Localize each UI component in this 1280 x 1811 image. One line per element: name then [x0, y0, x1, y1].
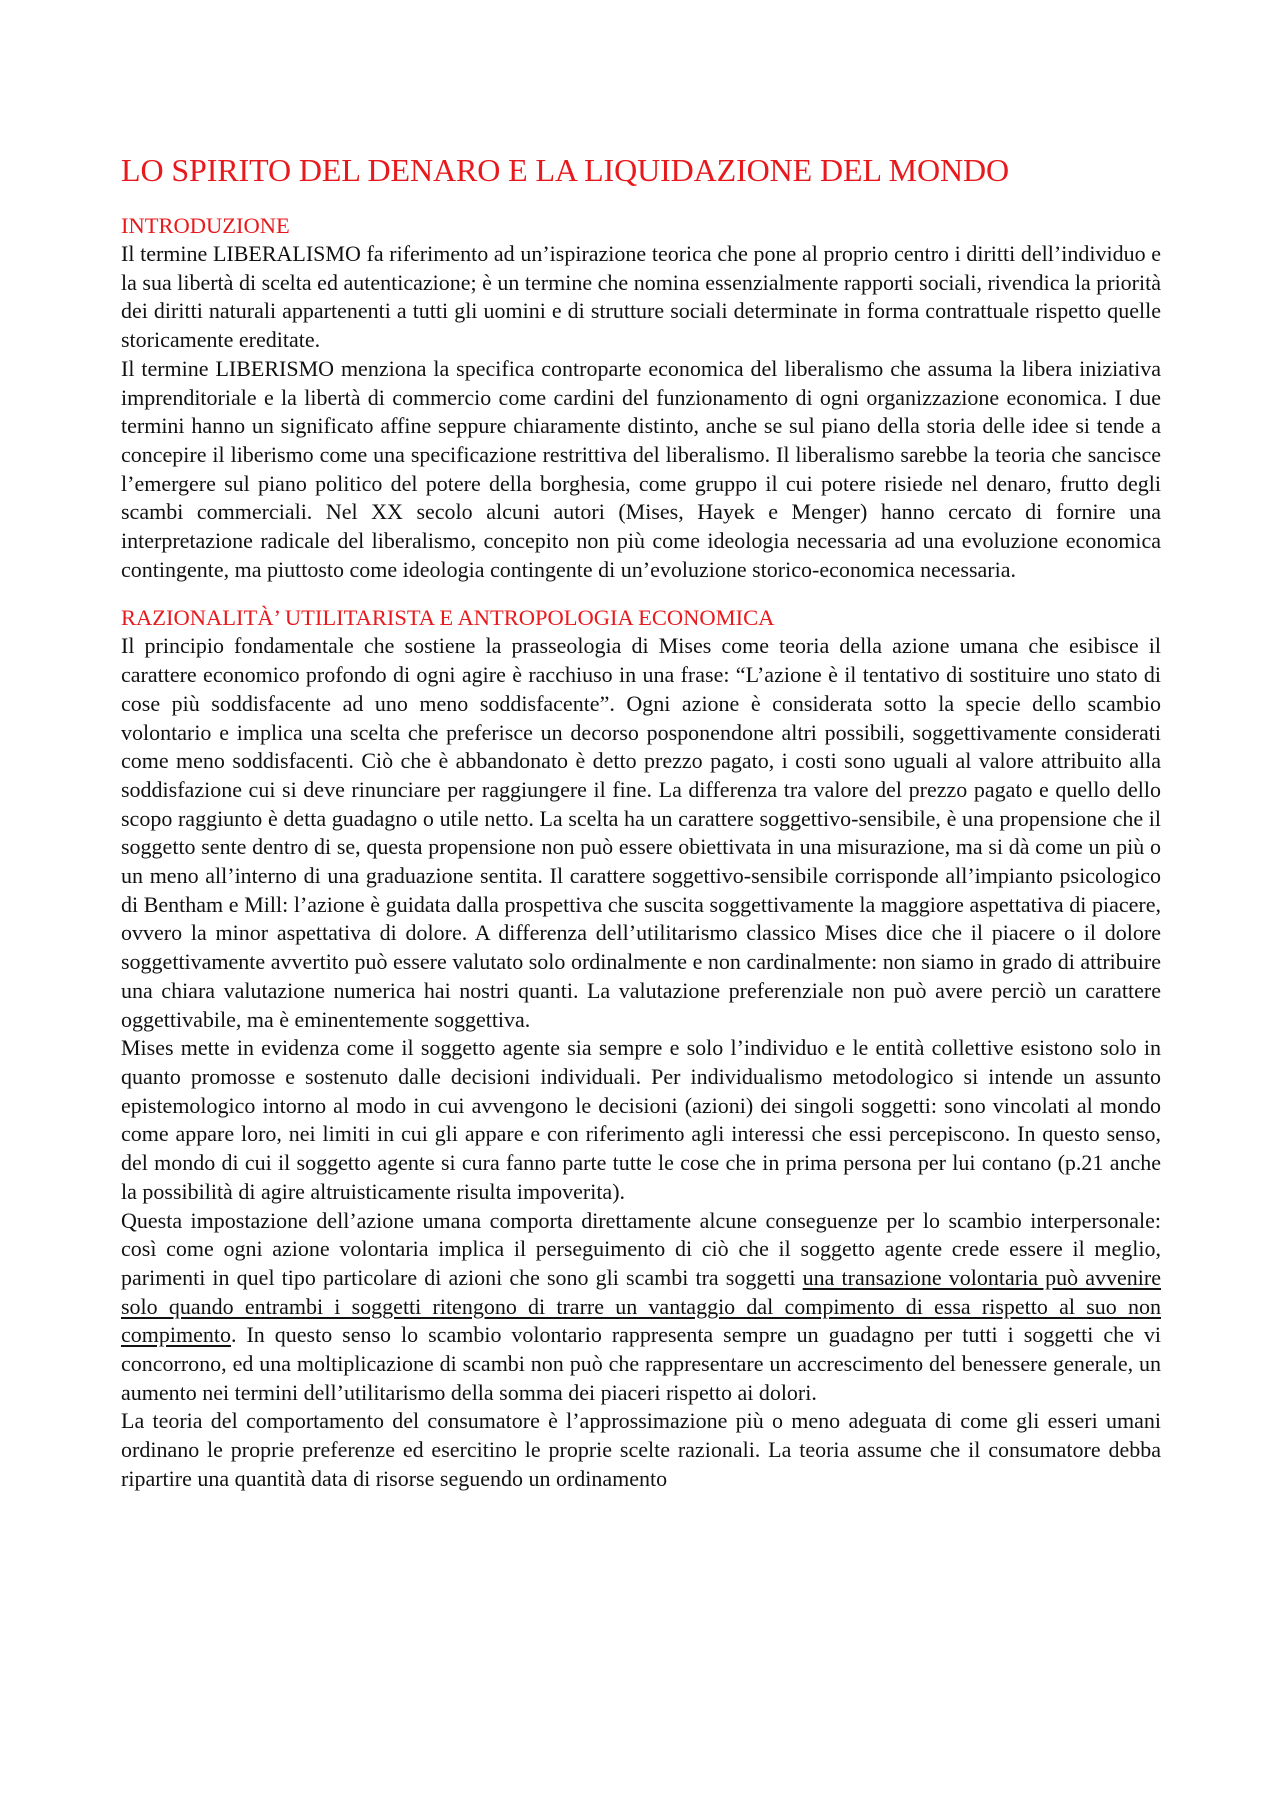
section-heading-introduzione: INTRODUZIONE — [121, 213, 290, 238]
paragraph-consumatore: La teoria del comportamento del consumatore è l’approssimazione più o meno adeguata di come gli esseri umani ordinano le proprie preferenze ed esercitino le proprie scelte razionali. La teoria assume che il consumatore debba ripartire una quantità data di risorse seguendo un ordinamento — [121, 1408, 1161, 1491]
paragraph-liberismo: Il termine LIBERISMO menziona la specifica controparte economica del liberalismo che assuma la libera iniziativa imprenditoriale e la libertà di commercio come cardini del funzionamento di ogni organizzazione economica. I due termini hanno un significato affine seppure chiaramente distinto, anche se sul piano della storia delle idee si tende a concepire il liberismo come una specificazione restrittiva del liberalismo. Il liberalismo sarebbe la teoria che sancisce l’emergere sul piano politico del potere della borghesia, come gruppo il cui potere risiede nel denaro, frutto degli scambi commerciali. Nel XX secolo alcuni autori (Mises, Hayek e Menger) hanno cercato di fornire una interpretazione radicale del liberalismo, concepito non più come ideologia necessaria ad una evoluzione economica contingente, ma piuttosto come ideologia contingente di un’evoluzione storico-economica necessaria. — [121, 355, 1161, 582]
section-heading-razionalita: RAZIONALITÀ’ UTILITARISTA E ANTROPOLOGIA ECONOMICA — [121, 605, 775, 631]
scambio-text-after: . In questo senso lo scambio volontario rappresenta sempre un guadagno per tutti i soggetti che vi concorrono, ed una moltiplicazione di scambi non può che rappresentare un accrescimento del benessere generale, un aumento nei termini dell’utilitarismo della somma dei piaceri rispetto ai dolori. — [121, 1322, 1161, 1405]
document-page — [121, 150, 1161, 1494]
document-title: LO SPIRITO DEL DENARO E LA LIQUIDAZIONE DEL MONDO — [121, 152, 1010, 188]
scambio-text-before: Questa impostazione dell’azione umana comporta direttamente alcune conseguenze per lo scambio interpersonale: così come ogni azione volontaria implica il perseguimento di ciò che il soggetto agente crede essere il meglio, parimenti in quel tipo particolare di azioni che sono gli scambi tra soggetti — [121, 1207, 1161, 1290]
paragraph-scambio — [121, 1207, 1161, 1408]
paragraph-prasseologia: Il principio fondamentale che sostiene la prasseologia di Mises come teoria della azione umana che esibisce il carattere economico profondo di ogni agire è racchiuso in una frase: “L’azione è il tentativo di sostituire uno stato di cose più soddisfacente ad uno meno soddisfacente”. Ogni azione è considerata sotto la specie dello scambio volontario e implica una scelta che preferisce un decorso posponendone altri possibili, soggettivamente considerati come meno soddisfacenti. Ciò che è abbandonato è detto prezzo pagato, i costi sono uguali al valore attribuito alla soddisfazione cui si deve rinunciare per raggiungere il fine. La differenza tra valore del prezzo pagato e quello dello scopo raggiunto è detta guadagno o utile netto. La scelta ha un carattere soggettivo-sensibile, è una propensione che il soggetto sente dentro di se, questa propensione non può essere obiettivata in una misurazione, ma si dà come un più o un meno all’interno di una graduazione sentita. Il carattere soggettivo-sensibile corrisponde all’impianto psicologico di Bentham e Mill: l’azione è guidata dalla prospettiva che suscita soggettivamente la maggiore aspettativa di piacere, ovvero la minor aspettativa di dolore. A differenza dell’utilitarismo classico Mises dice che il piacere o il dolore soggettivamente avvertito può essere valutato solo ordinalmente e non cardinalmente: non siamo in grado di attribuire una chiara valutazione numerica hai nostri quanti. La valutazione preferenziale non può avere perciò un carattere oggettivabile, ma è eminentemente soggettiva. — [121, 633, 1161, 1032]
paragraph-individualismo: Mises mette in evidenza come il soggetto agente sia sempre e solo l’individuo e le entità collettive esistono solo in quanto promosse e sostenuto dalle decisioni individuali. Per individualismo metodologico si intende un assunto epistemologico intorno al modo in cui avvengono le decisioni (azioni) dei singoli soggetti: sono vincolati al mondo come appare loro, nei limiti in cui gli appare e con riferimento agli interessi che essi percepiscono. In questo senso, del mondo di cui il soggetto agente si cura fanno parte tutte le cose che in prima persona per lui contano (p.21 anche la possibilità di agire altruisticamente risulta impoverita). — [121, 1035, 1161, 1204]
paragraph-liberalismo: Il termine LIBERALISMO fa riferimento ad un’ispirazione teorica che pone al proprio centro i diritti dell’individuo e la sua libertà di scelta ed autenticazione; è un termine che nomina essenzialmente rapporti sociali, rivendica la priorità dei diritti naturali appartenenti a tutti gli uomini e di strutture sociali determinate in forma contrattuale rispetto quelle storicamente ereditate. — [121, 241, 1161, 353]
underlined-passage: una transazione volontaria può avvenire solo quando entrambi i soggetti ritengono di trarre un vantaggio dal compimento di essa rispetto al suo non compimento — [121, 1264, 1161, 1348]
